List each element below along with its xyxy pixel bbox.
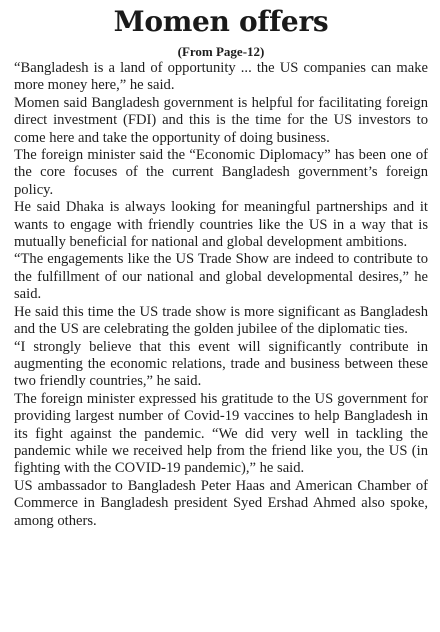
continuation-note: (From Page-12) — [177, 44, 265, 59]
paragraph: He said this time the US trade show is more significant as Bangladesh and the US are celebrating the golden jubilee of the diplomatic ties. — [14, 303, 428, 338]
paragraph: “Bangladesh is a land of opportunity ... the US companies can make more money here,” he said. — [14, 60, 428, 94]
paragraph: US ambassador to Bangladesh Peter Haas and American Chamber of Commerce in Bangladesh president Syed Ershad Ahmed also spoke, among others. — [14, 477, 428, 529]
paragraph: “The engagements like the US Trade Show are indeed to contribute to the fulfillment of our national and global developmental desires,” he said. — [14, 251, 428, 303]
headline: Momen offers — [113, 5, 329, 38]
paragraph: He said Dhaka is always looking for meaningful partnerships and it wants to engage with friendly countries like the US in a way that is mutually beneficial for national and global development ambitions. — [14, 199, 428, 251]
paragraph: “I strongly believe that this event will significantly contribute in augmenting the economic relations, trade and business between these two friendly countries,” he said. — [14, 338, 428, 390]
news-article — [14, 0, 428, 530]
paragraph: The foreign minister said the “Economic Diplomacy” has been one of the core focuses of the current Bangladesh government’s foreign policy. — [14, 147, 428, 198]
paragraph: Momen said Bangladesh government is helpful for facilitating foreign direct investment (FDI) and this is the time for the US investors to come here and take the opportunity of doing business. — [14, 94, 428, 146]
article-body — [14, 60, 428, 530]
paragraph: The foreign minister expressed his gratitude to the US government for providing largest number of Covid-19 vaccines to help Bangladesh in its fight against the pandemic. “We did very well in tackling the pandemic while we received help from the friend like you, the US (in fighting with the COVID-19 pandemic),” he said. — [14, 390, 428, 477]
